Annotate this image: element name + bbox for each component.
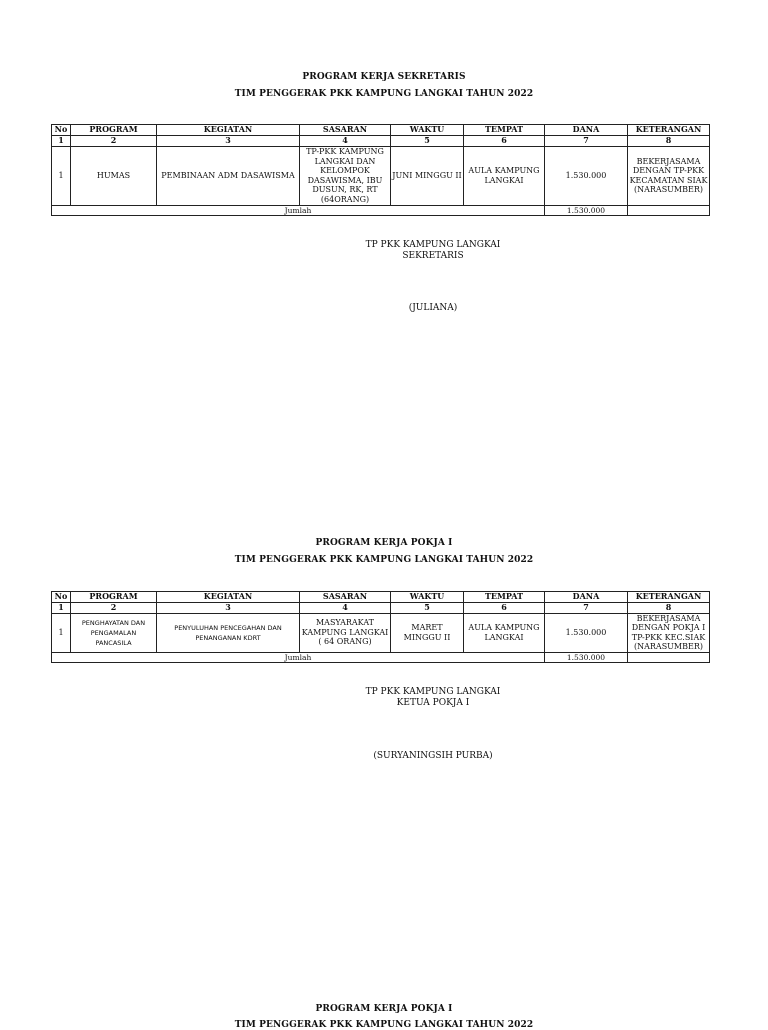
col-header-sasaran: SASARAN (300, 592, 391, 603)
table-header-row (52, 592, 710, 603)
total-row (52, 205, 710, 216)
section1-sign-name: (JULIANA) (408, 303, 458, 313)
col-header-kegiatan: KEGIATAN (157, 125, 300, 136)
col-header-sasaran: SASARAN (300, 125, 391, 136)
cell-kegiatan: PENYULUHAN PENCEGAHAN DAN PENANGANAN KDRT (157, 613, 300, 652)
col-number: 1 (52, 603, 71, 614)
cell-program: PENGHAYATAN DAN PENGAMALAN PANCASILA (71, 613, 157, 652)
col-number: 3 (157, 603, 300, 614)
total-value: 1.530.000 (545, 205, 628, 216)
cell-sasaran: TP-PKK KAMPUNG LANGKAI DAN KELOMPOK DASAWISMA, IBU DUSUN, RK, RT (64ORANG) (300, 146, 391, 205)
section1-title: PROGRAM KERJA SEKRETARIS (302, 72, 466, 82)
section1-table (51, 124, 710, 216)
total-label: Jumlah (52, 205, 545, 216)
total-empty-cell (628, 205, 710, 216)
col-number: 8 (628, 603, 710, 614)
col-header-no: No (52, 125, 71, 136)
col-number: 2 (71, 603, 157, 614)
cell-keterangan: BEKERJASAMA DENGAN TP-PKK KECAMATAN SIAK (NARASUMBER) (628, 146, 710, 205)
col-header-tempat: TEMPAT (464, 592, 545, 603)
col-header-dana: DANA (545, 125, 628, 136)
col-header-tempat: TEMPAT (464, 125, 545, 136)
total-row (52, 652, 710, 663)
cell-kegiatan: PEMBINAAN ADM DASAWISMA (157, 146, 300, 205)
cell-program: HUMAS (71, 146, 157, 205)
cell-waktu: JUNI MINGGU II (391, 146, 464, 205)
cell-no: 1 (52, 146, 71, 205)
cell-waktu: MARET MINGGU II (391, 613, 464, 652)
cell-dana: 1.530.000 (545, 613, 628, 652)
table-row (52, 146, 710, 205)
section2-title: PROGRAM KERJA POKJA I (315, 538, 453, 548)
col-header-kegiatan: KEGIATAN (157, 592, 300, 603)
section3-subtitle: TIM PENGGERAK PKK KAMPUNG LANGKAI TAHUN 2022 (234, 1020, 534, 1030)
table-header-row (52, 125, 710, 136)
cell-tempat: AULA KAMPUNG LANGKAI (464, 613, 545, 652)
section2-sign-org: TP PKK KAMPUNG LANGKAI (365, 687, 501, 697)
col-header-keterangan: KETERANGAN (628, 592, 710, 603)
col-header-program: PROGRAM (71, 125, 157, 136)
section2-subtitle: TIM PENGGERAK PKK KAMPUNG LANGKAI TAHUN 2022 (234, 555, 534, 565)
col-header-no: No (52, 592, 71, 603)
section2-sign-role: KETUA POKJA I (396, 698, 470, 708)
col-number: 8 (628, 136, 710, 147)
cell-sasaran: MASYARAKAT KAMPUNG LANGKAI ( 64 ORANG) (300, 613, 391, 652)
total-value: 1.530.000 (545, 652, 628, 663)
col-number: 1 (52, 136, 71, 147)
column-number-row (52, 136, 710, 147)
cell-no: 1 (52, 613, 71, 652)
col-header-dana: DANA (545, 592, 628, 603)
column-number-row (52, 603, 710, 614)
total-empty-cell (628, 652, 710, 663)
cell-keterangan: BEKERJASAMA DENGAN POKJA I TP-PKK KEC.SIAK (NARASUMBER) (628, 613, 710, 652)
col-header-keterangan: KETERANGAN (628, 125, 710, 136)
col-header-program: PROGRAM (71, 592, 157, 603)
col-number: 5 (391, 603, 464, 614)
col-number: 3 (157, 136, 300, 147)
section1-sign-org: TP PKK KAMPUNG LANGKAI (365, 240, 501, 250)
section2-table (51, 591, 710, 663)
col-header-waktu: WAKTU (391, 125, 464, 136)
cell-dana: 1.530.000 (545, 146, 628, 205)
col-number: 6 (464, 603, 545, 614)
col-header-waktu: WAKTU (391, 592, 464, 603)
section3-title: PROGRAM KERJA POKJA I (315, 1004, 453, 1014)
col-number: 5 (391, 136, 464, 147)
col-number: 2 (71, 136, 157, 147)
section2-sign-name: (SURYANINGSIH PURBA) (373, 751, 493, 761)
col-number: 4 (300, 136, 391, 147)
section1-subtitle: TIM PENGGERAK PKK KAMPUNG LANGKAI TAHUN 2022 (234, 89, 534, 99)
col-number: 7 (545, 136, 628, 147)
col-number: 4 (300, 603, 391, 614)
col-number: 7 (545, 603, 628, 614)
total-label: Jumlah (52, 652, 545, 663)
section1-sign-role: SEKRETARIS (402, 251, 464, 261)
cell-tempat: AULA KAMPUNG LANGKAI (464, 146, 545, 205)
table-row (52, 613, 710, 652)
col-number: 6 (464, 136, 545, 147)
